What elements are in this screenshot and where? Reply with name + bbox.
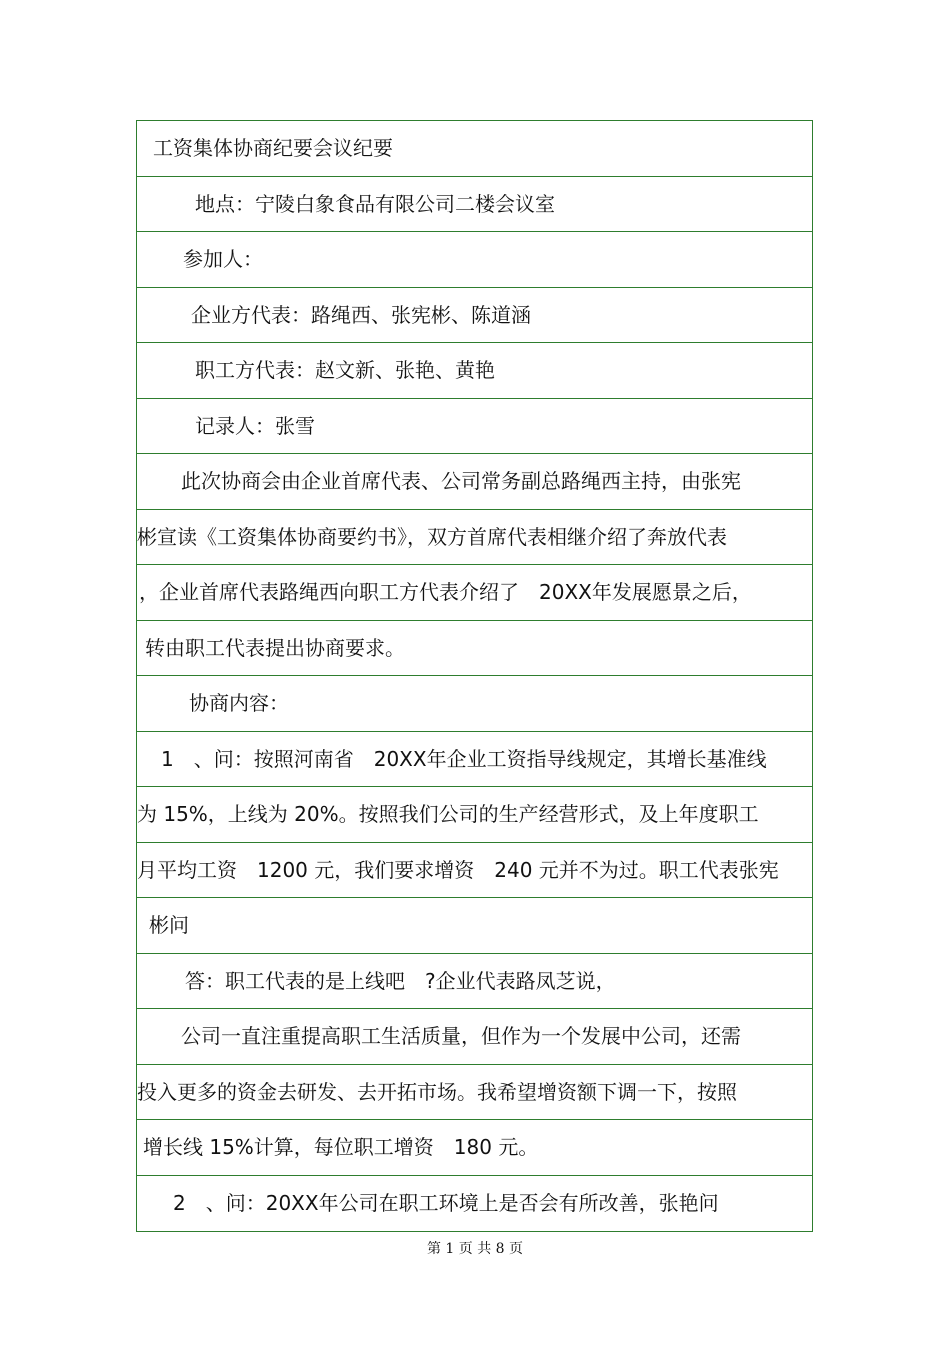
table-row <box>137 898 812 954</box>
row-text: 公司一直注重提高职工生活质量，但作为一个发展中公司，还需 <box>181 1024 741 1049</box>
row-text: 转由职工代表提出协商要求。 <box>145 635 405 660</box>
row-text: 投入更多的资金去研发、去开拓市场。我希望增资额下调一下，按照 <box>137 1079 737 1104</box>
row-text: 增长线 15%计算，每位职工增资 180 元。 <box>143 1135 539 1160</box>
page-footer: 第 1 页 共 8 页 <box>426 1241 524 1257</box>
row-text: 2 、问：20XX年公司在职工环境上是否会有所改善，张艳问 <box>173 1191 719 1216</box>
table-row <box>137 843 812 899</box>
row-text: 企业方代表：路绳西、张宪彬、陈道涵 <box>191 302 531 327</box>
row-text: 此次协商会由企业首席代表、公司常务副总路绳西主持，由张宪 <box>181 469 741 494</box>
row-text: 彬问 <box>149 913 189 938</box>
table-row <box>137 1176 812 1232</box>
table-row <box>137 510 812 566</box>
table-row <box>137 232 812 288</box>
table-row <box>137 399 812 455</box>
table-row <box>137 1065 812 1121</box>
table-row <box>137 621 812 677</box>
table-row <box>137 676 812 732</box>
document-table <box>136 120 813 1232</box>
row-text: 1 、问：按照河南省 20XX年企业工资指导线规定，其增长基准线 <box>161 746 767 771</box>
row-text: 工资集体协商纪要会议纪要 <box>153 136 393 161</box>
row-text: 月平均工资 1200 元，我们要求增资 240 元并不为过。职工代表张宪 <box>137 857 779 882</box>
table-row <box>137 565 812 621</box>
row-text: 地点：宁陵白象食品有限公司二楼会议室 <box>195 191 555 216</box>
table-row <box>137 343 812 399</box>
table-row <box>137 454 812 510</box>
table-row <box>137 288 812 344</box>
row-text: 参加人： <box>183 247 263 272</box>
table-row <box>137 732 812 788</box>
table-row <box>137 1120 812 1176</box>
table-row <box>137 121 812 177</box>
table-row <box>137 954 812 1010</box>
table-row <box>137 177 812 233</box>
row-text: 彬宣读《工资集体协商要约书》，双方首席代表相继介绍了奔放代表 <box>137 524 727 549</box>
table-row <box>137 1009 812 1065</box>
row-text: 答：职工代表的是上线吧 ?企业代表路凤芝说， <box>185 968 616 993</box>
row-text: 职工方代表：赵文新、张艳、黄艳 <box>195 358 495 383</box>
row-text: ，企业首席代表路绳西向职工方代表介绍了 20XX年发展愿景之后， <box>139 580 752 605</box>
table-row <box>137 787 812 843</box>
row-text: 协商内容： <box>189 691 289 716</box>
row-text: 记录人：张雪 <box>195 413 315 438</box>
row-text: 为 15%，上线为 20%。按照我们公司的生产经营形式，及上年度职工 <box>137 802 759 827</box>
